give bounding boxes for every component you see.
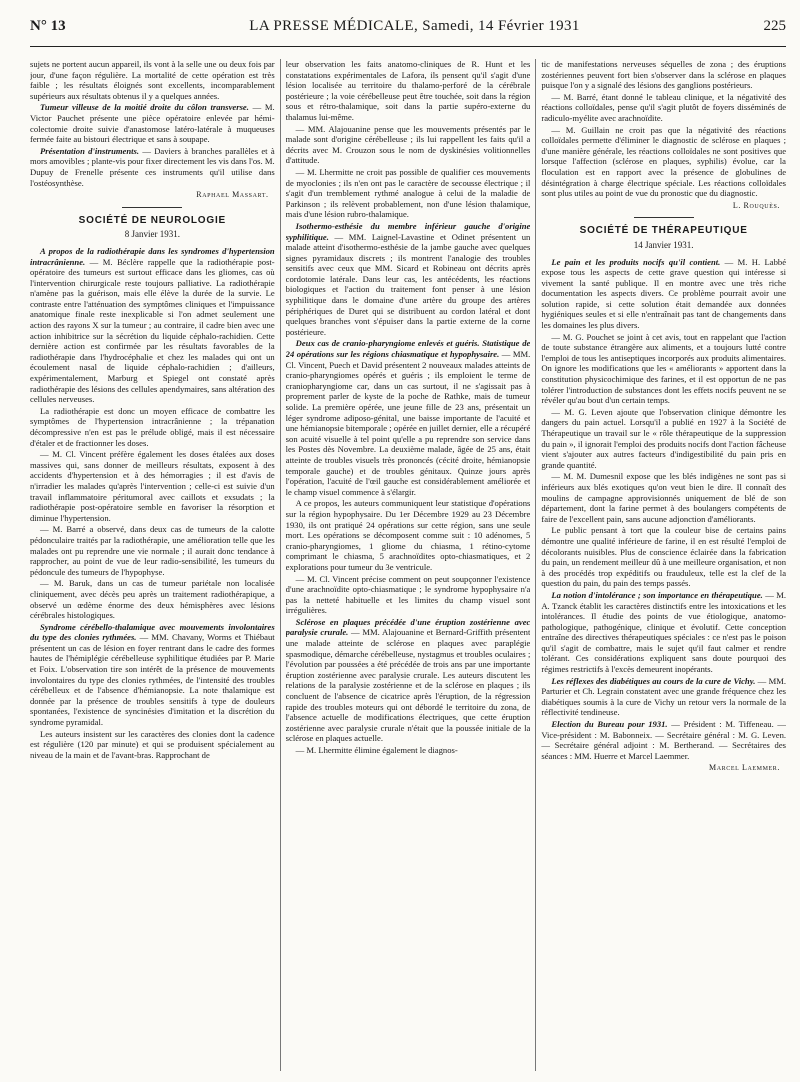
paragraph: — M. G. Leven ajoute que l'observation clinique démontre les dangers du pain actuel. Lorsqu'il a publié en 1927 à la Société de Thérapeutique un travail sur le « rôle thérapeutique de la suppression du pain », il ignorait l'emploi des produits nocifs dont l'action fâcheuse vient s'ajouter aux autres facteurs d'indigestibilité du pain pris en grande quantité. bbox=[541, 406, 786, 470]
paragraph bbox=[30, 246, 275, 405]
article-body: — Daviers à branches parallèles et à mors amovibles ; plante-vis pour fixer directement les vis dans l'os. M. Dupuy de Frenelle présente ces instruments qu'il utilise dans l'ostéosynthèse. bbox=[30, 145, 275, 188]
article-body: — MM. Parturier et Ch. Legrain constatent avec une grande fréquence chez les diabétiques soumis à la cure de Vichy un retour vers la normale de la réflectivité tendineuse. bbox=[541, 675, 786, 718]
article-body: — M. A. Tzanck établit les caractères distinctifs entre les intoxications et les intolérances. Il étudie des points de vue étiologique, anatomo-pathologique, pathogénique, clinique et évolutif. Cette conception entraîne des directives thérapeutiques spéciales : ce n'est pas le poison qu'il s'agit de combattre, mais le sujet qu'il faut calmer et rendre tolérant. Ces considérations expliquent sans doute pourquoi des régimes restrictifs à l'excès demeurent inopérants. bbox=[541, 589, 786, 675]
article-body: — MM. Laignel-Lavastine et Odinet présentent un malade atteint d'isothermo-esthésie de la jambe gauche avec quelques signes pyramidaux discrets ; ils montrent l'analogie des troubles sensitifs avec ceux que MM. Sicard et Robineau ont décrits après cordotomie latérale. Dans leur cas, les antécédents, les réactions biologiques et l'action du traitement font penser à une lésion syphilitique dans le domaine d'une artère du groupe des artères périphériques de Duret qui se distribuent au cordon latéral et dont quelques branches vont s'épuiser dans la partie externe de la corne postérieure. bbox=[285, 231, 531, 337]
paragraph: — M. G. Pouchet se joint à cet avis, tout en rappelant que l'action de toute substance étrangère aux aliments, et a toujours lutté contre l'emploi de tous les antiseptiques incorporés aux produits alimentaires. On ignore les modifications que les « améliorants » apportent dans la constitution physicochimique des farines, et il est opportun de ne pas tolérer l'introduction de substances dont les effets nocifs peuvent ne se révéler qu'au bout d'un certain temps. bbox=[541, 331, 786, 406]
columns bbox=[30, 59, 786, 1071]
paragraph bbox=[286, 617, 531, 744]
journal-line bbox=[249, 18, 580, 35]
article-title: La notion d'intolérance ; son importance en thérapeutique. bbox=[551, 589, 763, 600]
article-title: Le pain et les produits nocifs qu'il contient. bbox=[551, 256, 721, 267]
section-date: 8 Janvier 1931. bbox=[124, 229, 180, 240]
paragraph: leur observation les faits anatomo-cliniques de R. Hunt et les constatations expérimentales de Lafora, ils pensent qu'il s'agit d'une lésion localisée au territoire du thalamo-perforé de la cérébrale postérieure ; la voie cérébelleuse peut être touchée, soit dans la région sous et rétro-thalamique, soit dans la partie supéro-externe du thalamus lui-même. bbox=[285, 59, 531, 122]
article-title: Isothermo-esthésie du membre inférieur gauche d'origine syphilitique. bbox=[285, 220, 531, 242]
paragraph bbox=[30, 102, 275, 144]
paragraph bbox=[541, 257, 786, 331]
paragraph: — M. Baruk, dans un cas de tumeur pariétale non localisée cliniquement, avec décès peu après un traitement radiothérapique, a observé un œdème énorme des deux hémisphères avec lésions cérébrales histologiques. bbox=[30, 578, 275, 621]
article-body: — Président : M. Tiffeneau. — Vice-président : M. Babonneix. — Secrétaire général : M. G. Leven. — Secrétaire général adjoint : M. Bertherand. — Secrétaires des séances : MM. Huerre et Marcel Laemmer. bbox=[541, 719, 786, 761]
issue-date: Samedi, 14 Février 1931 bbox=[422, 18, 580, 34]
paragraph: — M. Barré, étant donné le tableau clinique, et la négativité des réactions colloïdales, pense qu'il s'agit plutôt de foyers disséminés de radiculo-myélite avec arachnoïdite. bbox=[541, 91, 786, 123]
article-title: A propos de la radiothérapie dans les syndromes d'hypertension intracrânienne. bbox=[30, 245, 275, 267]
divider bbox=[634, 217, 694, 218]
article-title: Deux cas de cranio-pharyngiome enlevés et guéris. Statistique de 24 opérations sur les régions chiasmatique et hypophysaire. bbox=[285, 338, 531, 360]
article-body: — MM. Chavany, Worms et Thiébaut présentent un cas de lésion en foyer rentrant dans le cadre des formes hautes de l'hémiplégie cérébelleuse syphilitique étudiées par P. Marie et Foix. L'observation tire son intérêt de la présence de mouvements involontaires du type des clonies rythmées, de l'intensité des troubles cérébelleux et de l'absence d'hémianopsie. La note thalamique est donnée par la présence de troubles sensitifs à type de douleurs spontanées, l'existence de syncinésies d'imitation et la discrétion du syndrome pyramidal. bbox=[30, 632, 275, 728]
signature: Raphael Massart. bbox=[196, 190, 269, 200]
paragraph: — M. M. Dumesnil expose que les blés indigènes ne sont pas si inférieurs aux blés exotiques qu'on veut bien le dire. Il connaît des moulins de campagne approvisionnés uniquement de blé de son département, dont la farine permet à des boulangers compétents de faire de l'excellent pain, sans aucune adjonction d'améliorants. bbox=[541, 471, 786, 524]
section-date: 14 Janvier 1931. bbox=[633, 239, 694, 250]
paragraph: Les auteurs insistent sur les caractères des clonies dont la cadence est régulière (120 par minute) et qui se produisent spécialement au niveau de la main et de l'avant-bras. Rapprochant de bbox=[30, 728, 275, 760]
article-title: Présentation d'instruments. bbox=[40, 145, 140, 156]
section-title: SOCIÉTÉ DE THÉRAPEUTIQUE bbox=[579, 225, 748, 237]
paragraph bbox=[286, 338, 531, 497]
paragraph: — M. Cl. Vincent précise comment on peut soupçonner l'existence d'une arachnoïdite opto-chiasmatique ; le syndrome hypophysaire n'a pas la netteté habituelle et les limites du champ visuel sont irrégulières. bbox=[285, 573, 531, 616]
column-1 bbox=[30, 59, 275, 1071]
page-number: 225 bbox=[763, 18, 786, 34]
article-body: — MM. Cl. Vincent, Puech et David présentent 2 nouveaux malades atteints de cranio-pharyngiomes opérés et guéris ; ils emploient le terme de craniopharyngiome car, dans un cas surtout, il ne s'agissait pas à proprement parler de kyste de la poche de Rathke, mais de tumeur solide. La première opérée, une jeune fille de 23 ans, présentait un léger syndrome adiposo-génital, une baisse importante de l'acuité et une hémianopsie bitemporale ; opérée en juillet dernier, elle a récupéré son acuité visuelle à tel point qu'elle a pu reprendre son service dans les Postes dès Novembre. La deuxième malade, âgée de 25 ans, était atteinte de troubles visuels très prononcés (cécité droite, hémianopsie temporale gauche) et de troubles génitaux. Quinze jours après l'opération, l'acuité de l'œil gauche est considérablement améliorée et le champ visuel commence à s'élargir. bbox=[285, 349, 531, 497]
column-3 bbox=[541, 59, 786, 1071]
paragraph: — M. Barré a observé, dans deux cas de tumeurs de la calotte pédonculaire traités par la radiothérapie, une amélioration telle que les malades ont pu reprendre une vie normale ; il aurait donc tendance à rapprocher, au point de vue de leur radio-sensibilité, les tumeurs du pédoncule des tumeurs de l'hypophyse. bbox=[30, 524, 275, 577]
article-title: Les réflexes des diabétiques au cours de la cure de Vichy. bbox=[551, 675, 756, 686]
divider bbox=[122, 207, 182, 208]
paragraph bbox=[30, 146, 275, 188]
paragraph: Le public pensant à tort que la couleur bise de certains pains démontre une qualité inférieure de farine, il en est résulté l'emploi de décolorants nuisibles. Plus de conscience éclairée dans la fabrication du pain, un rendement meilleur dû à une meilleure organisation, et non à des procédés trop expéditifs ou frauduleux, telle est la clef de la question du pain, du pain des temps passés. bbox=[541, 525, 786, 589]
paragraph: — MM. Alajouanine pense que les mouvements présentés par le malade sont d'origine cérébelleuse ; ils lui rappellent les faits qu'il a décrits avec M. Crouzon sous le nom de dyskinésies volitionnelles d'attitude. bbox=[285, 123, 531, 166]
paragraph bbox=[541, 676, 786, 718]
article-title: Syndrome cérébello-thalamique avec mouvements involontaires du type des clonies rythmées. bbox=[30, 621, 275, 643]
column-2 bbox=[286, 59, 531, 1071]
article-title: Tumeur villeuse de la moitié droite du côlon transverse. bbox=[40, 102, 249, 113]
article-body: — M. H. Labbé expose tous les aspects de cette grave question qui intéresse si vivement la santé publique. Il en montre avec une très riche documentation les aspects divers. Ce problème pourrait avoir une solution rapide, si cette solution était demandée aux données hygiéniques seules et si elle n'entraînait pas tant de changements dans les domaines les plus divers. bbox=[541, 256, 786, 331]
column-divider bbox=[535, 59, 536, 1071]
paragraph: — M. Guillain ne croit pas que la négativité des réactions colloïdales permette d'éliminer le diagnostic de sclérose en plaques ; d'une manière générale, les réactions colloïdales ne sont positives que lorsque l'affection (sclérose en plaques, syphilis) évolue, car la floculation est en rapport avec la présence de globulines de désintégration à charge électrique spéciale. Les réactions colloïdales sont plus utiles au point de vue du pronostic que du diagnostic. bbox=[541, 124, 786, 199]
signature: Marcel Laemmer. bbox=[709, 763, 781, 773]
paragraph: sujets ne portent aucun appareil, ils vont à la selle une ou deux fois par jour, d'une façon régulière. La mortalité de cette opération est très faible ; les résultats éloignés sont excellents, incomparablement supérieurs aux résultats obtenus il y a quelques années. bbox=[30, 59, 275, 101]
article-title: Sclérose en plaques précédée d'une éruption zostérienne avec paralysie crurale. bbox=[285, 616, 531, 638]
signature: L. Rouquès. bbox=[732, 200, 781, 210]
paragraph bbox=[541, 590, 786, 675]
article-body: — M. Victor Pauchet présente une pièce opératoire enlevée par hémi-colectomie droite suivie d'anastomose latéro-latérale à muqueuses fermée faite au bistouri électrique et sans à soupape. bbox=[30, 102, 275, 145]
journal-title: LA PRESSE MÉDICALE, bbox=[249, 18, 419, 34]
paragraph bbox=[30, 622, 275, 728]
paragraph bbox=[541, 719, 786, 761]
article-body: — M. Béclère rappelle que la radiothérapie post-opératoire des tumeurs est surtout efficace dans les gliomes, cas où l'intervention chirurgicale reste toujours palliative. La radiothérapie n'amène pas la guérison, mais elle élève la durée de la survie. Le contraste entre l'atténuation des symptômes cliniques et l'impuissance anatomique finale reste inexplicable si l'on admet seulement une action des rayons X sur la tumeur ; au contraire, il cadre bien avec une action inhibitrice sur la sécrétion du liquide céphalo-rachidien. Cette dernière action est confirmée par les résultats favorables de la radiothérapie dans l'hydrocéphalie et chez les malades qui ont un écoulement nasal de liquide céphalo-rachidien ; d'ailleurs, expérimentalement, Marburg et Spiegel ont constaté après radiothérapie des lésions des cellules apendymaires, sans altération des cellules nerveuses. bbox=[30, 256, 275, 405]
paragraph: — M. Lhermitte ne croit pas possible de qualifier ces mouvements de myoclonies ; ils n'en ont pas le caractère de secousse électrique ; il s'agit d'un tremblement rythmé analogue à celui de la maladie de Parkinson ; ils relèvent probablement, non d'une lésion thalamique, mais d'une lésion rubro-thalamique. bbox=[285, 166, 531, 220]
page-header bbox=[30, 18, 786, 47]
article-title: Election du Bureau pour 1931. bbox=[551, 719, 668, 730]
issue-number: N° 13 bbox=[30, 18, 66, 34]
paragraph: La radiothérapie est donc un moyen efficace de combattre les symptômes de l'hypertension intracrânienne ; la trépanation décompressive n'en est pas le prélude obligé, mais il est nécessaire d'étaler et de fractionner les doses. bbox=[30, 405, 275, 448]
paragraph bbox=[286, 221, 531, 338]
paragraph: tic de manifestations nerveuses séquelles de zona ; des éruptions zostériennes peuvent fort bien s'observer dans la sclérose en plaques puisque l'on y a signalé des lésions des ganglions postérieurs. bbox=[541, 59, 786, 91]
column-divider bbox=[280, 59, 281, 1071]
paragraph: — M. Lhermitte élimine également le diagnos- bbox=[295, 745, 458, 755]
paragraph: — M. Cl. Vincent préfère également les doses étalées aux doses massives qui, sans donner de meilleurs résultats, exposent à des accidents d'hypertension et à des hémorragies ; il est d'avis de n'irradier les malades qu'après l'intervention ; celle-ci est suivie d'un travail inflammatoire péritumoral avec caillots et exsudats ; la radiothérapie post-opératoire semble en favoriser la résorption et diminue l'hypertension. bbox=[30, 449, 275, 523]
article-body: — MM. Alajouanine et Bernard-Griffith présentent une malade atteinte de sclérose en plaques avec paraplégie spasmodique, démarche cérébelleuse, nystagmus et troubles oculaires ; l'évolution par poussées a été précédée de trois ans par une importante éruption zostérienne avec paralysie crurale. Les auteurs discutent les relations de la paralysie zostérienne et de la sclérose en plaques ; ils concluent de l'absence de cicatrice après l'éruption, de la régression rapide des troubles moteurs qui ont débordé le territoire du zona, de l'absence actuelle de modifications électriques, que cette éruption zostérienne avec paralysie crurale n'était que la poussée initiale de la sclérose en plaques actuelle. bbox=[285, 627, 531, 744]
paragraph: A ce propos, les auteurs communiquent leur statistique d'opérations sur la région hypophysaire. Du 1er Décembre 1929 au 23 Décembre 1930, ils ont pratiqué 24 opérations sur cette région, sans une seule mort. Les opérations se décomposent comme suit : 10 adénomes, 5 cranio-pharyngiomes, 1 gliome du chiasma, 1 rétino-cytome comprimant le chiasma, 5 arachnoïdites opto-chiasmatiques, et 2 explorations pour tumeur du 3e ventricule. bbox=[285, 498, 531, 572]
section-title: SOCIÉTÉ DE NEUROLOGIE bbox=[78, 214, 227, 226]
